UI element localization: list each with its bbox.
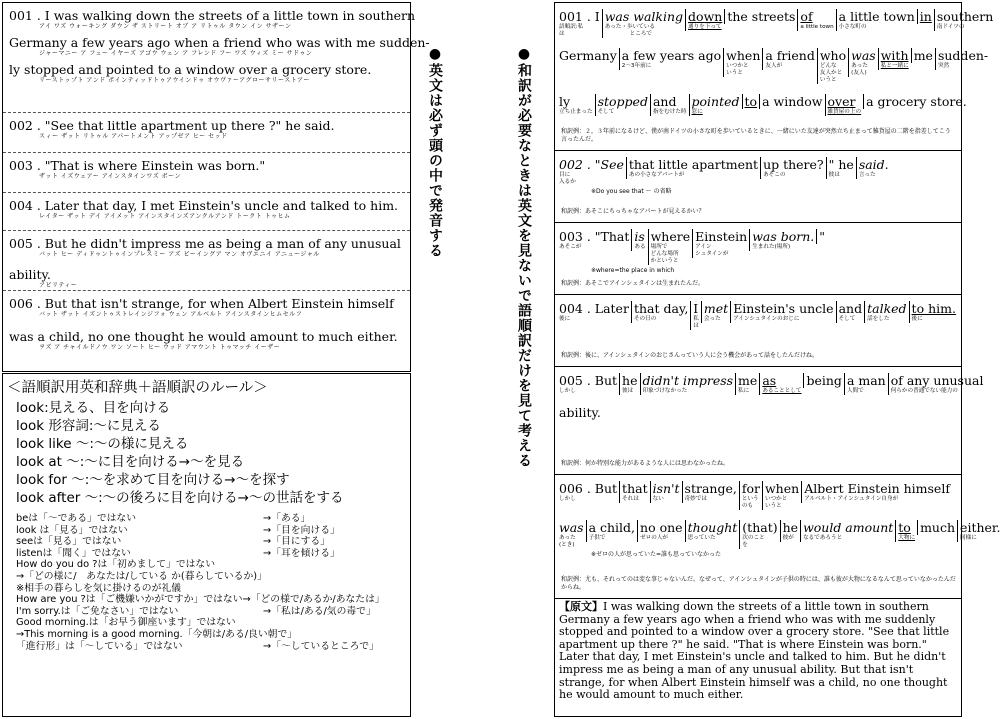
japanese-gloss: あそこが [559,244,582,250]
english-chunk: as [762,373,777,388]
english-chunk: that little apartment [628,157,759,172]
japanese-gloss: どんな 友人かと いうと [819,63,843,83]
translation-example: 和訳例：あそこでアインシュタインは生まれたんだ。 [561,280,705,287]
katakana-reading: バット ヒー ディドゥントゥインプレスミー アズ ビーイングア マン オヴエニイ アニュージャル [39,251,320,258]
english-chunk: he [782,520,799,535]
sentence-block [3,193,410,231]
word-chunk [762,48,816,70]
japanese-gloss: 人間で [846,388,864,394]
translation-block [555,151,961,223]
chunk-line [559,229,957,265]
english-chunk: ability. [559,405,601,420]
japanese-gloss: いつかと いうと [726,63,749,76]
word-chunk [650,481,682,503]
rule-row [16,583,410,595]
word-chunk [957,520,1002,542]
english-chunk: Einstein's uncle [733,301,834,316]
chunk-line [559,9,994,38]
rule-text: How are you ?は「ご機嫌いかがですか」ではない→「どの様で/あるか/あなたは」 [16,594,385,606]
dictionary-entry: look at 〜:〜に目を向ける→〜を見る [16,454,245,470]
english-chunk: said. [858,157,889,172]
translation-example: 和訳例：尤も、それってのは変な事じゃないんだ。なぜって、アインシュタインが子供の時には、誰も彼が大物になるなんて思っていなかったんだからね。 [561,576,956,591]
japanese-gloss: 南ドイツの [936,24,965,30]
english-chunk: a man [846,373,886,388]
english-chunk: southern [936,9,994,24]
word-chunk [817,48,848,84]
english-chunk: is [634,229,645,244]
english-line: 002 . "See that little apartment up there ?" he said. [9,118,335,133]
english-chunk: with [880,48,909,63]
japanese-gloss: アイン シュタインが [695,244,729,257]
rule-row [16,536,410,548]
english-chunk: in [919,9,932,24]
chunk-line [559,520,1001,549]
japanese-gloss: ある [634,244,646,250]
english-line: 006 . But that isn't strange, for when Albert Einstein himself [9,296,394,311]
word-chunk [689,94,742,116]
japanese-gloss: 印象づけなかった [642,388,688,394]
japanese-gloss: 話をした [867,316,890,322]
dictionary-entry: look after 〜:〜の後ろに目を向ける→〜の世話をする [16,490,344,506]
rule-text: 「進行形」は「〜している」ではない [16,640,183,652]
sentence-block [3,231,410,291]
dictionary-entry: look for 〜:〜を求めて目を向ける→〜を探す [16,472,290,488]
word-chunk [685,520,740,542]
katakana-reading: アビリティー [39,282,78,289]
word-chunk [856,157,891,179]
sentence-block [3,3,430,113]
original-text [555,599,961,704]
word-chunk [559,94,595,116]
word-chunk [602,9,685,38]
english-chunk: ly [559,94,571,109]
word-chunk [637,520,685,542]
english-chunk: I [693,301,699,316]
english-chunk: strange, [684,481,737,496]
japanese-gloss: そして [838,316,856,322]
word-chunk [909,301,958,323]
english-line: 005 . But he didn't impress me as being a man of any unusual [9,236,401,251]
word-chunk [631,301,690,323]
english-chunk: who [819,48,847,63]
dictionary-entries [3,399,410,507]
rule-text: →This morning is a good morning.「今朝は/ある/良い朝で」 [16,628,298,640]
english-chunk: was [559,520,584,535]
japanese-gloss: しかし [559,388,576,394]
word-chunk [878,48,911,70]
japanese-gloss: 思っていた [687,535,716,541]
japanese-gloss: 場所で どんな場所 かというと [650,244,679,264]
rule-text: listenは「聞く」ではない [16,547,131,559]
english-chunk: was walking [604,9,684,24]
word-chunk [801,481,952,503]
japanese-gloss: 私に [738,388,750,394]
japanese-gloss: ゼロの人が [640,535,669,541]
japanese-gloss: 言った [858,172,876,178]
japanese-gloss: 会った [703,316,721,322]
japanese-gloss: あの小さなアパートが [628,172,685,178]
word-chunk [685,9,724,31]
japanese-gloss: 立ち止まった [559,109,593,115]
word-chunk [559,373,619,395]
english-chunk: 002 . "See [559,157,624,172]
japanese-gloss: あった (とき) [559,535,576,548]
word-chunk [826,157,856,179]
english-line: 004 . Later that day, I met Einstein's uncle and talked to him. [9,198,399,213]
translation-example: 和訳例：後に、アインシュタインのおじさんっていう人に会う機会があって話をしたんだけね。 [561,352,819,359]
english-chunk: he [622,373,638,388]
katakana-reading: レイター ザット デイ アイメット アインスタインズアンクルアンド トークト トゥヒム [39,213,291,220]
rule-row [16,513,410,525]
rule-row [16,641,410,653]
rule-result: →「目にする」 [263,536,330,548]
word-chunk [864,301,908,323]
translate-note: ●和訳が必要なときは英文を見ないで語順訳だけを見て考える [516,46,532,468]
japanese-gloss: 目に 入るか [559,172,576,185]
japanese-gloss: 小さな町の [838,24,867,30]
japanese-gloss: アルベルト・アインシュタイン自身が [804,496,899,502]
rule-text: I'm sorry.は「ご免なさい」ではない [16,605,179,617]
word-chunk [735,373,759,395]
japanese-gloss: 窓に [691,109,703,115]
english-chunk: that [622,481,648,496]
english-line: Germany a few years ago when a friend who was with me sudden- [9,35,430,50]
word-chunk [648,229,693,265]
word-chunk [730,301,835,323]
english-chunk: 001 . I [559,9,600,24]
chunk-line [559,481,957,510]
japanese-gloss: 指をむけた時 [652,109,687,115]
english-chunk: 004 . Later [559,301,629,316]
word-chunk [749,229,816,251]
chunk-line [559,373,984,395]
english-chunk: didn't impress [642,373,734,388]
grammar-note: ※ゼロの人が思っていた=誰も思っていなかった [591,551,722,558]
english-chunk: me [738,373,758,388]
word-chunk [595,94,650,116]
english-chunk: me [913,48,933,63]
english-line: was a child, no one thought he would amount to much either. [9,329,398,344]
japanese-gloss: あった・歩いている ところで [604,24,656,37]
word-order-panel [554,2,1001,717]
word-chunk [559,520,586,549]
word-chunk [803,373,843,388]
word-chunk [911,48,935,63]
english-chunk: to [898,520,911,535]
word-chunk [559,48,619,63]
translation-block [555,3,994,151]
japanese-gloss: 友人が [765,63,783,69]
word-chunk [619,48,723,70]
translation-block [555,223,961,295]
rule-result: →「私は/ある/気の毒で」 [263,605,376,617]
english-chunk: Einstein [695,229,748,244]
japanese-gloss: 2〜3年前に [621,63,652,69]
japanese-gloss: あそこの [763,172,786,178]
rule-result: →「〜しているところで」 [263,640,379,652]
japanese-gloss: いつかと いうと [764,496,788,509]
rule-row [16,548,410,560]
english-line: ability. [9,267,51,282]
word-chunk [559,405,603,420]
japanese-gloss: 何らかの普通でない能力の [890,388,958,394]
rule-text: ※相手の暮らしを気に掛けるのが礼儀 [16,582,181,594]
pronunciation-panel [2,2,430,372]
word-chunk [848,48,878,77]
word-chunk [780,520,800,542]
word-chunk [692,229,749,258]
word-chunk [626,157,760,179]
japanese-gloss: 私 は [693,316,699,329]
word-chunk [739,481,762,510]
rule-row [16,617,410,629]
english-chunk: that day, [633,301,689,316]
english-chunk: a friend [765,48,815,63]
rule-row [16,559,410,571]
english-chunk: when [764,481,800,496]
english-chunk: would amount [803,520,894,535]
english-chunk: thought [687,520,738,535]
rule-row [16,525,410,537]
word-chunk [559,9,602,38]
chunk-line [559,301,957,330]
japanese-gloss: 子供で [588,535,606,541]
japanese-gloss: a little town [800,24,834,30]
japanese-gloss: 同様に [960,535,977,541]
katakana-reading: リーストップト アンド ポインティッドトゥアウインドゥ オウヴァーアグローサリーストアー [39,77,310,84]
word-chunk [619,481,650,503]
japanese-gloss: 大物に [898,535,916,541]
english-chunk: no one [640,520,683,535]
chunk-line [559,48,989,84]
word-chunk [631,229,647,251]
english-line: ly stopped and pointed to a window over a grocery store. [9,62,372,77]
rule-row [16,571,410,583]
english-chunk: a window [762,94,823,109]
pronounce-note: ●英文は必ず頭の中で発音する [427,46,443,258]
word-chunk [640,373,736,395]
dictionary-entry: look like 〜:〜の様に見える [16,436,189,452]
english-chunk: and [838,301,863,316]
english-chunk: Albert Einstein himself [804,481,950,496]
japanese-gloss: 彼は [828,172,840,178]
english-chunk: 003 . "That [559,229,630,244]
word-chunk [800,520,895,542]
word-chunk [701,301,730,323]
japanese-gloss: 次のこと を [742,535,765,548]
english-chunk: much [920,520,956,535]
word-chunk [797,9,835,31]
english-chunk: Germany [559,48,617,63]
japanese-gloss: 私と一緒に [880,63,909,69]
english-line: 003 . "That is where Einstein was born." [9,158,266,173]
word-chunk [559,301,631,323]
katakana-reading: ヲズ ア チャイルドノウ ワン ソート ヒー ウッド アマウント トゥマッチ イーザー [39,344,281,351]
rule-result: →「耳を傾ける」 [263,547,340,559]
english-chunk: for [741,481,760,496]
japanese-gloss: 後に [559,316,571,322]
word-chunk [739,520,779,549]
english-chunk: a little town [838,9,915,24]
rule-text: beは「〜である」ではない [16,513,137,524]
english-chunk: a child, [588,520,636,535]
japanese-gloss: アインシュタインのおじに [733,316,800,322]
word-chunk [863,94,969,109]
english-chunk: to him. [911,301,956,316]
rule-text: How do you do ?は「初めまして」ではない [16,559,216,571]
word-chunk [844,373,888,395]
english-chunk: " he [828,157,854,172]
english-chunk: was [851,48,876,63]
english-chunk: of any unusual [890,373,984,388]
word-chunk [934,9,996,31]
english-chunk: was born. [752,229,815,244]
english-chunk: when [726,48,761,63]
chunk-line [559,405,957,420]
chunk-line [559,94,967,116]
english-line: 001 . I was walking down the streets of a little town in southern [9,8,416,23]
translation-rules [3,513,410,652]
rule-row [16,594,410,606]
word-chunk [917,520,957,535]
japanese-gloss: しかし [559,496,576,502]
word-chunk [935,48,990,70]
word-chunk [762,481,801,510]
english-chunk: stopped [597,94,648,109]
word-chunk [895,520,917,542]
english-chunk: a grocery store. [866,94,967,109]
english-chunk: isn't [652,481,680,496]
original-label: 【原文】 [559,600,603,613]
word-chunk [586,520,637,542]
translation-block [555,295,961,367]
japanese-gloss: なるであろうと [803,535,843,541]
japanese-gloss: ない [652,496,664,502]
word-chunk [759,373,803,395]
word-chunk [619,373,639,395]
word-chunk [742,94,760,109]
word-chunk [724,9,797,24]
japanese-gloss: 生まれた(場所) [752,244,791,250]
rule-row [16,606,410,618]
rule-row [16,629,410,641]
translation-example: 和訳例：あそこにちっちゃなアパートが見えるかい？ [561,208,705,215]
english-chunk: where [650,229,691,244]
rule-text: seeは「見る」ではない [16,536,122,548]
word-chunk [888,373,986,395]
english-chunk: down [688,9,723,24]
english-chunk: the streets [727,9,796,24]
rule-result: →「目を向ける」 [263,524,340,536]
english-chunk: 005 . But [559,373,618,388]
japanese-gloss: 彼は [622,388,634,394]
japanese-gloss: 奇妙では [684,496,707,502]
dictionary-panel [2,373,411,717]
word-chunk [650,94,689,116]
chunk-line [559,157,957,186]
japanese-gloss: 突然 [937,63,950,69]
sentence-block [3,113,410,153]
japanese-gloss: 語順訳:私 は [559,24,584,37]
word-chunk [760,157,826,179]
japanese-gloss: という のも [741,496,759,509]
japanese-gloss: あった (友人) [851,63,868,76]
english-chunk: " [819,229,826,244]
word-chunk [816,229,827,244]
word-chunk [559,157,626,186]
english-chunk: a few years ago [621,48,722,63]
english-chunk: up there? [763,157,824,172]
rule-text: →「どの様に/ あなたは/している か(暮らしているか)」 [16,570,267,582]
katakana-reading: アイ ワズ ウォーキング ダウン ザ ストリート オブ ア リトゥル タウン イン サザーン [39,23,292,30]
rule-text: look は「見る」ではない [16,524,128,536]
katakana-reading: ジャーマニー ア フュー イヤーズ アゴウ ウェン ア フレンド フー ワズ ウィズ ミー サドゥン [39,50,313,57]
katakana-reading: スィー ザット リトゥル アパートメント アップゼア ヒー セッド [39,133,228,140]
word-chunk [723,48,762,77]
rule-text: Good morning.は「お早う御座います」ではない [16,617,236,629]
translation-example: 和訳例：何か特別な能力があるような人には思わなかったね。 [561,460,730,467]
word-chunk [559,481,619,503]
japanese-gloss: 彼が [782,535,794,541]
sentence-block [3,291,410,373]
english-chunk: of [800,9,813,24]
english-chunk: talked [867,301,907,316]
rule-result: →「ある」 [263,513,311,524]
english-chunk: 006 . But [559,481,618,496]
word-chunk [759,94,824,109]
translation-block [555,367,984,475]
dictionary-entry: look 形容詞:〜に見える [16,418,161,434]
japanese-gloss: 雑貨屋の上の [827,109,862,115]
word-chunk [836,9,917,31]
grammar-note: ※Do you see that 〜 の省略 [591,188,672,195]
katakana-reading: バット ザット イズントゥストレインジフォ ウェン アルベルト アインスタインヒムセルフ [39,311,303,318]
dictionary-entry: look:見える、目を向ける [16,400,171,416]
japanese-gloss: それは [622,496,639,502]
english-chunk: pointed [691,94,740,109]
original-body: I was walking down the streets of a little town in southern Germany a few years ago when a friend who was with me suddenly stopped and pointed to a window over a grocery store. "See that little apartment up there ?" he said. "That is where Einstein was born." Later that day, I met Einstein's uncle and talked to him. But he didn't impress me as being a man of any unusual ability. But that isn't strange, for when Albert Einstein himself was a child, no one thought he would amount to much either. [559,600,950,702]
english-chunk: over [827,94,856,109]
word-chunk [836,301,865,323]
word-chunk [917,9,934,24]
english-chunk: sudden- [937,48,989,63]
word-chunk [682,481,739,503]
english-chunk: (that) [742,520,778,535]
katakana-reading: ザット イズウェアー アインスタインワズ ボーン [39,173,181,180]
japanese-gloss: 後に [911,316,923,322]
japanese-gloss: あることとして [762,388,802,394]
translation-example: 和訳例：２，３年前になるけど、僕が南ドイツの小さな町を歩いているときに、一緒にいた友達が突然立ち止まって雑貨屋の二階を指差してこう言ったんだ。 [561,128,951,143]
english-chunk: being [806,373,842,388]
english-chunk: to [744,94,758,109]
english-chunk: either. [960,520,1001,535]
sentence-block [3,153,410,193]
word-chunk [825,94,864,116]
word-chunk [690,301,701,330]
english-chunk: and [652,94,677,109]
grammar-note: ※where=the place in which [591,267,675,274]
dictionary-title: ＜語順訳用英和辞典＋語順訳のルール＞ [7,380,268,396]
english-chunk: met [703,301,729,316]
japanese-gloss: 通りを下って [688,24,722,30]
japanese-gloss: その日の [633,316,657,322]
word-chunk [559,229,631,251]
translation-block [555,475,1001,599]
japanese-gloss: そして [597,109,615,115]
